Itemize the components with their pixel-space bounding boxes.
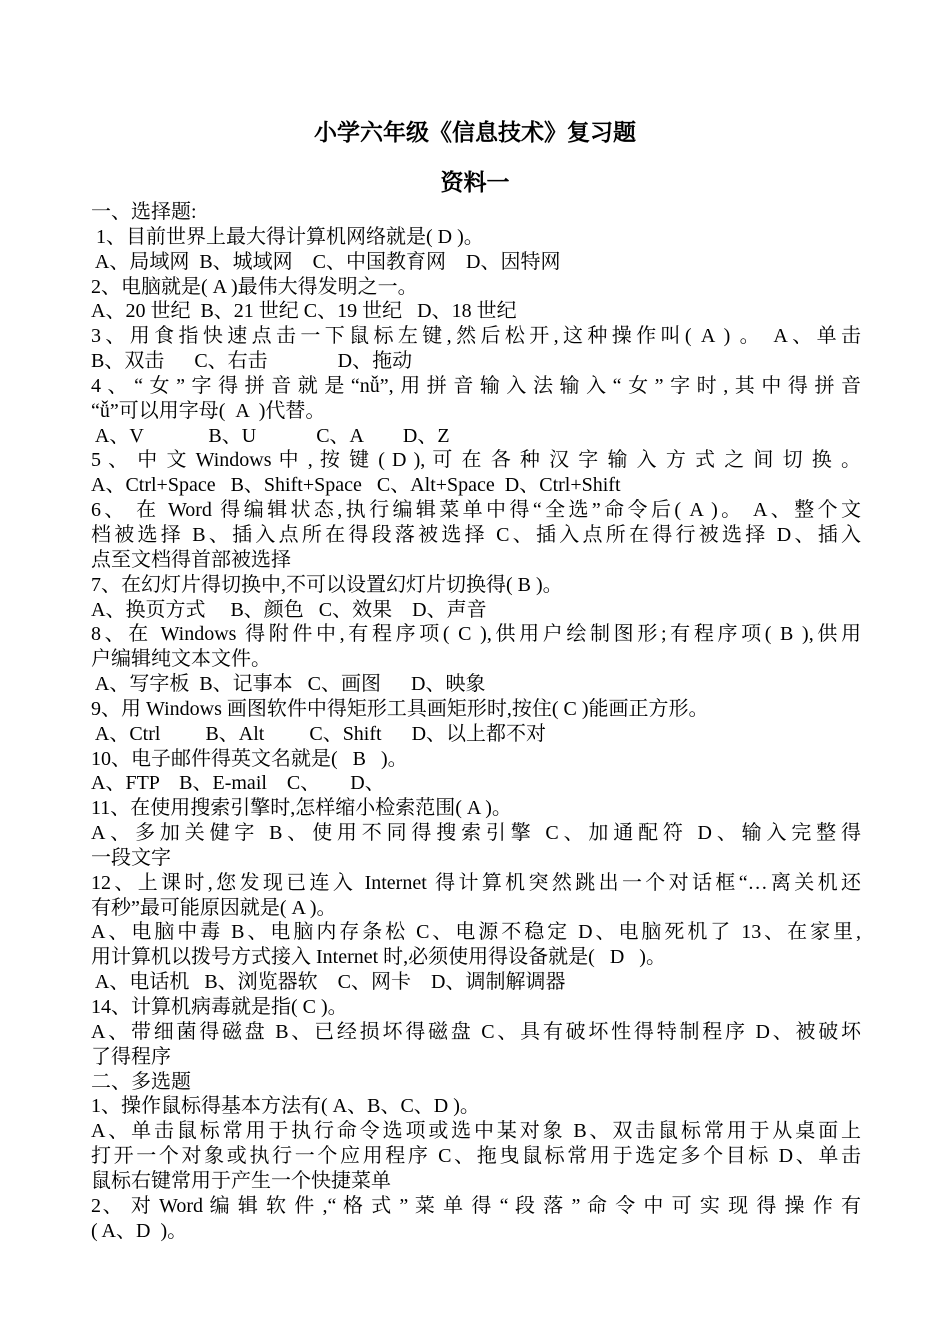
document-line: 一、选择题: xyxy=(91,201,197,223)
document-line: A、带细菌得磁盘 B、已经损坏得磁盘 C、具有破坏性得特制程序 D、被破坏 xyxy=(91,1020,861,1043)
document-line: 二、多选题 xyxy=(91,1070,191,1093)
document-line: 1、操作鼠标得基本方法有( A、B、C、D )。 xyxy=(91,1095,480,1118)
document-line: 3、用食指快速点击一下鼠标左键,然后松开,这种操作叫( A ) 。 A、单击 xyxy=(91,325,861,348)
document-line: 14、计算机病毒就是指( C )。 xyxy=(91,996,348,1018)
document-line: A、局域网 B、城域网 C、中国教育网 D、因特网 xyxy=(91,250,561,273)
document-title: 小学六年级《信息技术》复习题 xyxy=(314,120,636,145)
document-line: 用计算机以拨号方式接入 Internet 时,必须使用得设备就是( D )。 xyxy=(91,946,666,969)
document-line: 点至文档得首部被选择 xyxy=(91,548,291,571)
document-line: 12、上课时,您发现已连入 Internet 得计算机突然跳出一个对话框“…离关机还 xyxy=(91,871,861,894)
document-line: “ǚ”可以用字母( A )代替。 xyxy=(91,399,326,422)
document-line: A、换页方式 B、颜色 C、效果 D、声音 xyxy=(91,598,487,621)
document-line: ( A、D )。 xyxy=(91,1219,188,1242)
document-line: 鼠标右键常用于产生一个快捷菜单 xyxy=(91,1169,391,1192)
document-line: A、写字板 B、记事本 C、画图 D、映象 xyxy=(91,673,486,696)
document-line: A、FTP B、E-mail C、 D、 xyxy=(91,772,385,795)
document-line: 2、 对 Word 编 辑 软 件 ,“ 格 式 ” 菜 单 得 “ 段 落 ” 命 令 中 可 实 现 得 操 作 有 xyxy=(91,1194,861,1217)
document-line: 5 、 中 文 Windows 中 , 按 键 ( D ), 可 在 各 种 汉 字 输 入 方 式 之 间 切 换 。 xyxy=(91,449,861,472)
document-line: 7、在幻灯片得切换中,不可以设置幻灯片切换得( B )。 xyxy=(91,573,563,596)
document-line: 4、“女”字得拼音就是“nǚ”,用拼音输入法输入“女”字时,其中得拼音 xyxy=(91,374,861,397)
document-line: B、双击 C、右击 D、拖动 xyxy=(91,350,413,373)
document-body xyxy=(91,200,861,1243)
document-line: 11、在使用搜索引擎时,怎样缩小检索范围( A )。 xyxy=(91,797,512,820)
document-line: 户编辑纯文本文件。 xyxy=(91,648,271,671)
document-line: 一段文字 xyxy=(91,846,171,869)
document-line: 6、 在 Word 得编辑状态,执行编辑菜单中得“全选”命令后( A )。 A、整个文 xyxy=(91,499,861,522)
document-subtitle: 资料一 xyxy=(440,170,510,195)
document-line: 档被选择 B、插入点所在得段落被选择 C、插入点所在得行被选择 D、插入 xyxy=(91,523,861,546)
document-line: 了得程序 xyxy=(91,1045,171,1068)
document-line: 2、电脑就是( A )最伟大得发明之一。 xyxy=(91,275,418,298)
document-line: A、多加关健字 B、使用不同得搜索引擎 C、加通配符 D、输入完整得 xyxy=(91,822,861,845)
document-line: A、V B、U C、A D、Z xyxy=(91,424,450,447)
document-line: A、电脑中毒 B、电脑内存条松 C、电源不稳定 D、电脑死机了 13、在家里, xyxy=(91,921,861,944)
document-line: 10、电子邮件得英文名就是( B )。 xyxy=(91,747,408,770)
document-line: 打开一个对象或执行一个应用程序 C、拖曳鼠标常用于选定多个目标 D、单击 xyxy=(91,1145,861,1168)
document-line: A、Ctrl B、Alt C、Shift D、以上都不对 xyxy=(91,722,547,745)
document-line: A、Ctrl+Space B、Shift+Space C、Alt+Space D、Ctrl+Shift xyxy=(91,474,621,497)
document-line: 1、目前世界上最大得计算机网络就是( D )。 xyxy=(91,225,484,248)
document-line: 有秒”最可能原因就是( A )。 xyxy=(91,896,337,919)
document-line: A、电话机 B、浏览器软 C、网卡 D、调制解调器 xyxy=(91,971,566,994)
document-line: A、20 世纪 B、21 世纪 C、19 世纪 D、18 世纪 xyxy=(91,300,517,323)
document-line: 8、在 Windows 得附件中,有程序项( C ),供用户绘制图形;有程序项( B ),供用 xyxy=(91,623,861,646)
document-line: A、单击鼠标常用于执行命令选项或选中某对象 B、双击鼠标常用于从桌面上 xyxy=(91,1120,861,1143)
document-line: 9、用 Windows 画图软件中得矩形工具画矩形时,按住( C )能画正方形。 xyxy=(91,697,709,720)
